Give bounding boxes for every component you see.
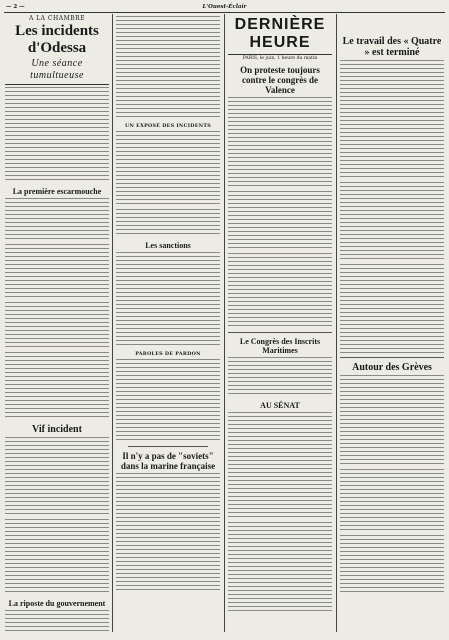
article-text (116, 131, 220, 207)
derniere-heure-banner: DERNIÈRE HEURE (228, 16, 332, 55)
article-text (5, 198, 109, 242)
section-heading: AU SÉNAT (260, 401, 300, 410)
article-text (228, 412, 332, 520)
section-heading: On proteste toujours contre le congrès de Valence (240, 65, 320, 95)
article-text (228, 191, 332, 251)
paper-name: L'Ouest-Éclair (202, 4, 247, 10)
article-text (340, 60, 444, 180)
section-heading: Le travail des « Quatre » est terminé (342, 36, 442, 58)
divider (128, 446, 208, 447)
article-text (5, 437, 109, 517)
section-heading: La première escarmouche (12, 187, 102, 196)
column-4 (340, 14, 444, 632)
article-text (228, 357, 332, 397)
article-text (340, 469, 444, 533)
article-text (116, 359, 220, 443)
article-text (116, 252, 220, 348)
section-heading: Les sanctions (145, 241, 191, 250)
article-text (340, 535, 444, 595)
column-rule (336, 14, 337, 632)
subheadline-seance: Une séance tumultueuse (5, 58, 109, 85)
section-heading: Vif incident (32, 424, 82, 435)
column-1 (5, 14, 109, 632)
article-text (5, 244, 109, 300)
article-text (340, 182, 444, 262)
section-heading: Le Congrès des Inscrits Maritimes (239, 337, 321, 355)
article-text (340, 264, 444, 354)
masthead (4, 3, 445, 13)
article-text (5, 302, 109, 350)
column-3 (228, 14, 332, 632)
section-heading: Autour des Grèves (352, 362, 432, 373)
page-number: — 2 — (6, 4, 25, 10)
column-rule (224, 14, 225, 632)
article-text (116, 473, 220, 593)
section-heading: UN EXPOSÉ DES INCIDENTS (125, 123, 211, 129)
article-text (5, 352, 109, 420)
article-text (5, 87, 109, 183)
column-rule (112, 14, 113, 632)
article-text (340, 375, 444, 467)
article-text (5, 519, 109, 595)
dateline: PARIS, le juin, 1 heure du matin (242, 56, 318, 61)
article-text (228, 522, 332, 612)
article-text (116, 209, 220, 237)
divider (340, 357, 444, 358)
headline-odessa: Les incidents d'Odessa (15, 23, 99, 56)
section-heading: La riposte du gouvernement (8, 599, 106, 608)
article-text (228, 97, 332, 189)
section-heading: PAROLES DE PARDON (135, 351, 201, 357)
article-text (228, 253, 332, 329)
column-2 (116, 14, 220, 632)
divider (228, 332, 332, 333)
kicker: A LA CHAMBRE (28, 15, 86, 22)
article-text (116, 16, 220, 120)
article-text (5, 610, 109, 632)
section-heading: Il n'y a pas de "soviets" dans la marine française (120, 451, 216, 471)
